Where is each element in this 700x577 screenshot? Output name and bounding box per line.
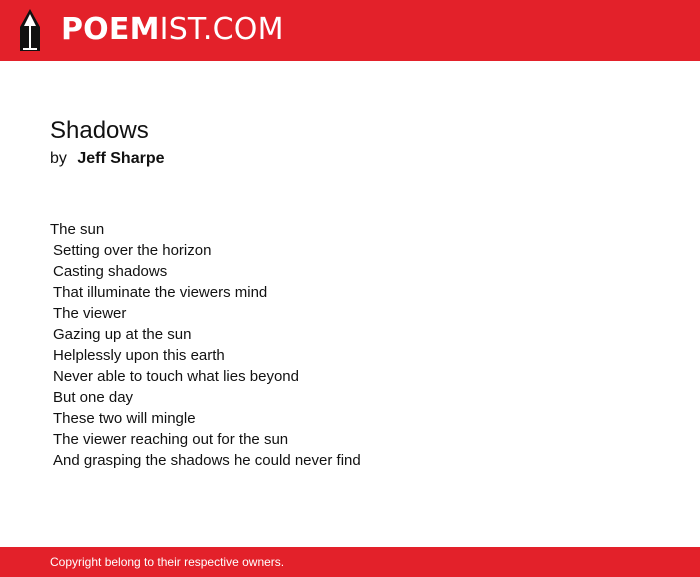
poem-line: These two will mingle <box>53 410 196 427</box>
site-logo-light: IST.COM <box>159 12 284 47</box>
poem-line: But one day <box>53 389 134 406</box>
poem-line: Casting shadows <box>53 263 168 280</box>
poem-line: The sun <box>50 221 105 238</box>
poem-line: And grasping the shadows he could never find <box>53 452 361 469</box>
site-logo-text <box>61 9 284 51</box>
copyright-text: Copyright belong to their respective owners. <box>50 555 285 569</box>
site-logo-strong: POEM <box>61 12 160 47</box>
poem-line: Setting over the horizon <box>53 242 212 259</box>
poem-byline <box>50 148 650 170</box>
site-header <box>0 0 700 61</box>
poem-line: Gazing up at the sun <box>53 326 192 343</box>
poem-header <box>50 116 650 170</box>
pen-nib-icon <box>17 9 43 51</box>
poem-line: That illuminate the viewers mind <box>53 284 268 301</box>
poem-line: The viewer reaching out for the sun <box>53 431 289 448</box>
poem-line: Helplessly upon this earth <box>53 347 225 364</box>
poem-title: Shadows <box>50 117 149 144</box>
poem-body <box>50 219 650 471</box>
byline-label: by <box>50 150 67 167</box>
site-footer <box>0 547 700 577</box>
author-link[interactable]: Jeff Sharpe <box>77 150 165 167</box>
poem-line: Never able to touch what lies beyond <box>53 368 299 385</box>
poem-line: The viewer <box>53 305 127 322</box>
site-logo-link[interactable] <box>17 9 284 51</box>
